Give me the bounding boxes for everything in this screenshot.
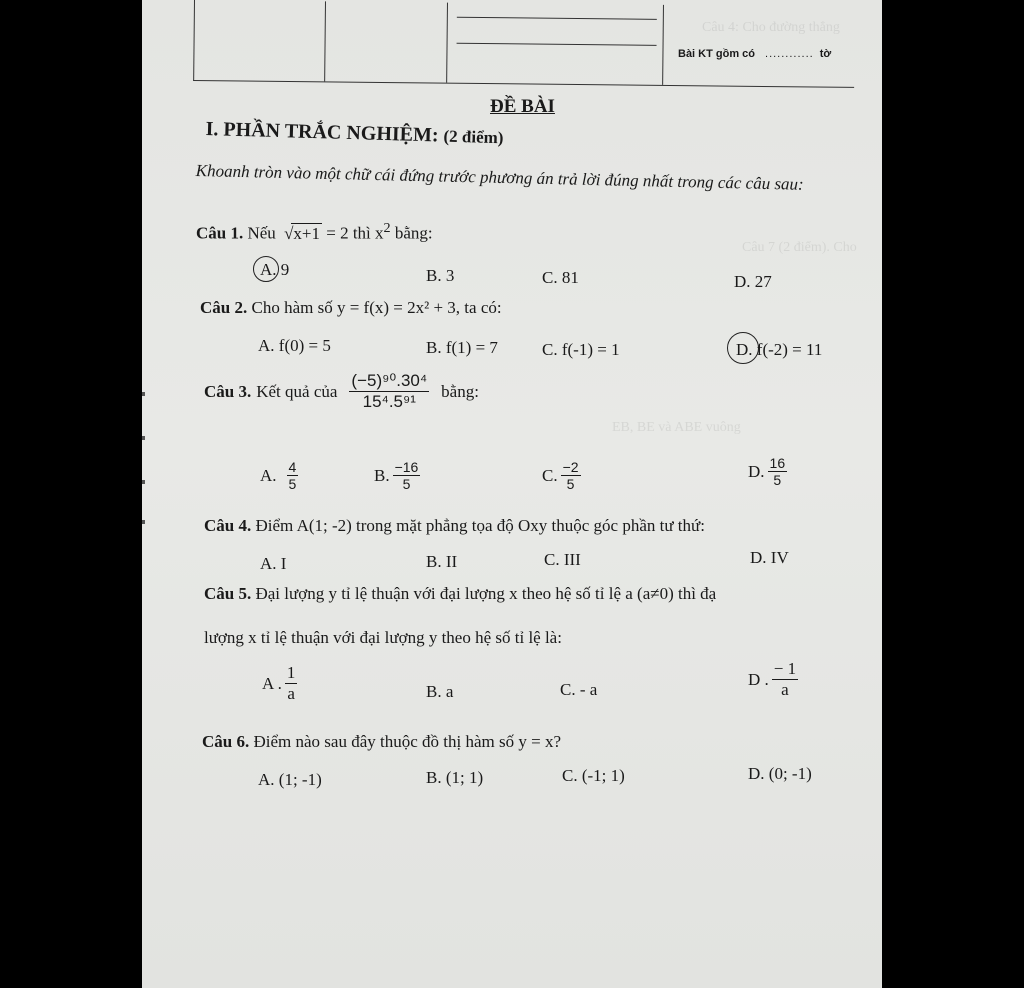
question-6-label: Câu 6. [202, 732, 250, 751]
option-fraction [561, 460, 581, 493]
question-1-text: = 2 thì x [326, 223, 384, 243]
header-table-line [457, 17, 657, 20]
exam-title: ĐỀ BÀI [490, 96, 555, 117]
question-5-text: Đại lượng y tỉ lệ thuận với đại lượng x theo hệ số tỉ lệ a (a≠0) thì đạ [255, 584, 717, 603]
fraction-numerator: −16 [394, 459, 419, 475]
instruction: Khoanh tròn vào một chữ cái đứng trước phương án trả lời đúng nhất trong các câu sau: [195, 160, 804, 194]
option-letter: A . [262, 673, 282, 693]
header-table [193, 0, 855, 88]
option-5a[interactable] [262, 664, 300, 703]
option-letter: D. [748, 462, 765, 482]
fraction-numerator: 16 [769, 455, 786, 471]
option-letter: D . [748, 669, 769, 689]
option-1d[interactable]: D. 27 [734, 272, 772, 291]
question-5 [204, 584, 716, 604]
option-6c[interactable]: C. (-1; 1) [562, 766, 625, 785]
bleed-through: Câu 4: Cho đường thẳng [702, 20, 840, 35]
header-table-line [457, 43, 657, 46]
option-4b[interactable]: B. II [426, 552, 458, 571]
fraction-numerator: 4 [288, 459, 297, 475]
option-3b[interactable] [374, 460, 423, 493]
header-table-divider [324, 1, 326, 81]
question-3-text: bằng: [441, 381, 479, 401]
bleed-through: Câu 7 (2 điểm). Cho [742, 240, 857, 255]
fraction-denominator: 5 [566, 476, 575, 493]
question-4-label: Câu 4. [204, 516, 252, 535]
option-6a[interactable]: A. (1; -1) [258, 770, 322, 789]
sheet-count-unit: tờ [819, 48, 832, 60]
question-4 [204, 516, 705, 536]
question-1: Câu 1. Nếu √x+1 = 2 thì $x^2$ bằng: [196, 220, 433, 243]
question-3-fraction [349, 372, 429, 411]
option-5b[interactable]: B. a [426, 682, 454, 701]
option-2b[interactable]: B. f(1) = 7 [426, 338, 498, 357]
fraction-denominator: a [781, 679, 789, 699]
fraction-numerator: −2 [562, 459, 579, 475]
option-1b[interactable]: B. 3 [426, 266, 455, 285]
sqrt-radicand: x+1 [293, 223, 320, 243]
section-heading-text: I. PHẦN TRẮC NGHIỆM: [205, 118, 439, 147]
option-2a[interactable]: A. f(0) = 5 [258, 336, 331, 355]
option-fraction [768, 456, 788, 489]
option-6d[interactable]: D. (0; -1) [748, 764, 812, 783]
option-3a[interactable] [260, 460, 301, 493]
option-1c[interactable]: C. 81 [542, 268, 579, 287]
question-6-text: Điểm nào sau đây thuộc đồ thị hàm số y = x? [253, 732, 561, 751]
question-1-text: bằng: [394, 223, 433, 243]
option-3d[interactable] [748, 456, 790, 489]
option-letter: A. [260, 466, 277, 486]
fraction-denominator: 15⁴.5⁹¹ [362, 391, 416, 411]
punch-mark [142, 392, 145, 396]
option-letter: B. [374, 466, 390, 486]
option-4c[interactable]: C. III [544, 550, 581, 569]
question-5-line2: lượng x tỉ lệ thuận với đại lượng y theo hệ số tỉ lệ là: [204, 628, 562, 647]
section-points: (2 điểm) [443, 126, 504, 148]
question-2 [200, 298, 502, 318]
option-fraction [287, 460, 299, 493]
fraction-denominator: 5 [288, 476, 297, 493]
fraction-numerator: 1 [286, 663, 296, 682]
punch-mark [142, 520, 145, 524]
option-fraction [393, 460, 421, 493]
sheet-count-label [678, 48, 831, 60]
option-1a[interactable]: A. 9 [260, 260, 290, 279]
option-5d[interactable] [748, 660, 801, 699]
question-1-text: Nếu [247, 223, 276, 243]
option-letter: C. [542, 466, 558, 486]
fraction-denominator: a [287, 683, 295, 703]
header-table-divider [446, 3, 448, 83]
option-5c[interactable]: C. - a [560, 680, 598, 699]
section-heading [205, 118, 503, 149]
option-3c[interactable] [542, 460, 584, 493]
option-6b[interactable]: B. (1; 1) [426, 768, 484, 787]
question-3-label: Câu 3. [204, 381, 252, 401]
question-1-label: Câu 1. [196, 223, 244, 243]
question-5-label: Câu 5. [204, 584, 252, 603]
header-table-divider [662, 5, 664, 85]
sheet-count-text: Bài KT gồm có [678, 48, 756, 60]
question-2-label: Câu 2. [200, 298, 248, 317]
question-6 [202, 732, 561, 752]
question-4-text: Điểm A(1; -2) trong mặt phẳng tọa độ Oxy thuộc góc phần tư thứ: [255, 516, 705, 535]
option-4d[interactable]: D. IV [750, 548, 789, 567]
option-fraction [772, 660, 798, 699]
exponent: 2 [383, 220, 391, 236]
fraction-numerator: (−5)⁹⁰.30⁴ [351, 371, 428, 390]
fraction-denominator: 5 [402, 476, 411, 493]
sheet-count-dots: ............ [765, 48, 814, 60]
punch-mark [142, 480, 145, 484]
option-2d[interactable]: D. f(-2) = 11 [736, 340, 823, 359]
question-3 [204, 372, 479, 411]
question-3-text: Kết quả của [256, 381, 338, 401]
bleed-through: EB, BE và ABE vuông [612, 420, 741, 435]
exam-paper [142, 0, 882, 988]
option-2c[interactable]: C. f(-1) = 1 [542, 340, 620, 359]
option-fraction [285, 664, 298, 703]
question-2-text: Cho hàm số y = f(x) = 2x² + 3, ta có: [251, 298, 502, 317]
punch-mark [142, 436, 145, 440]
option-4a[interactable]: A. I [260, 554, 287, 573]
fraction-numerator: − 1 [773, 659, 797, 678]
fraction-denominator: 5 [773, 472, 782, 489]
